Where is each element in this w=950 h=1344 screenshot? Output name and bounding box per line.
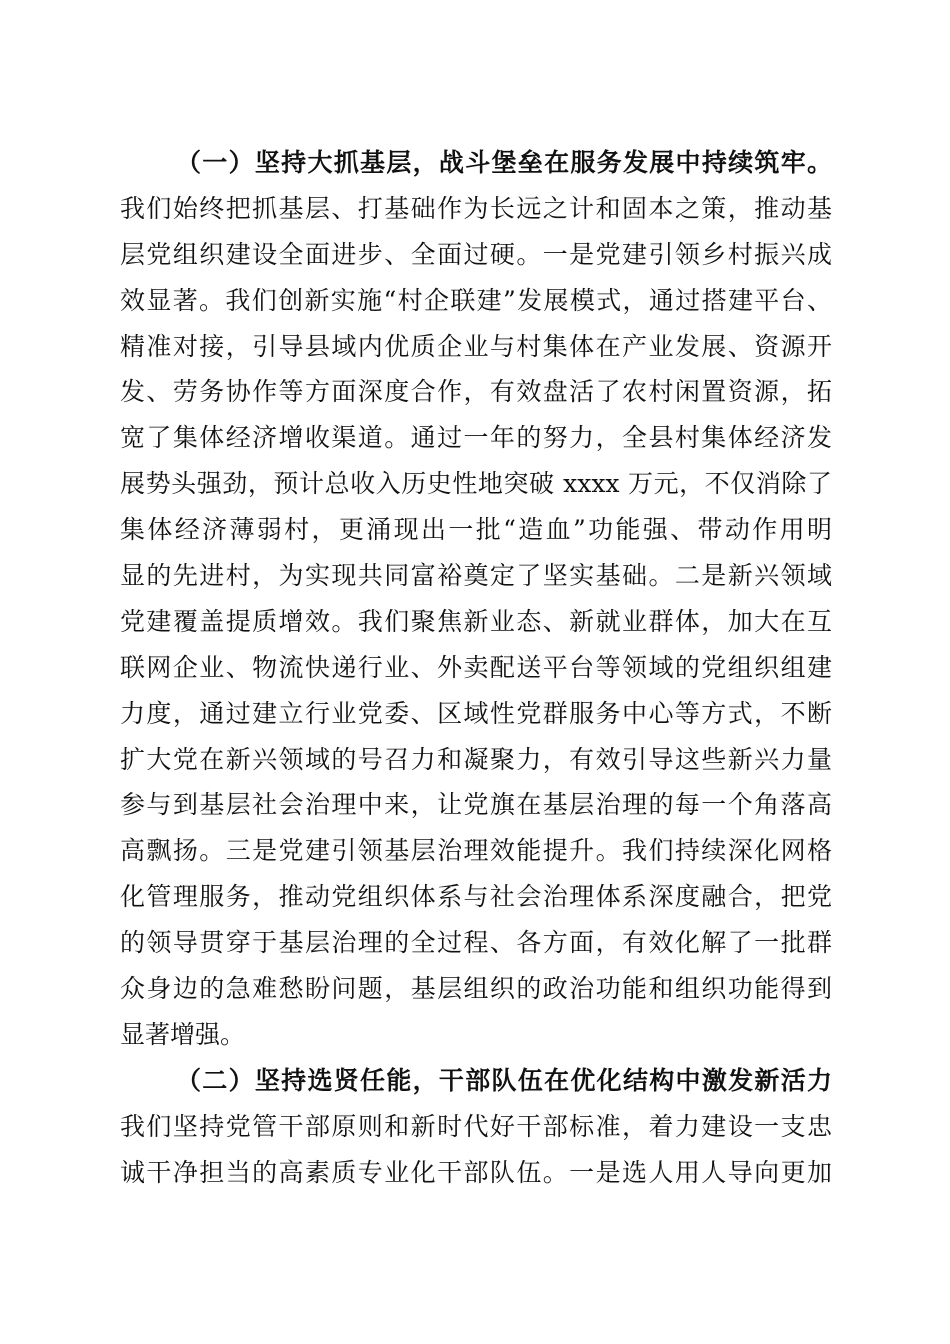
section-1-line: 化管理服务，推动党组织体系与社会治理体系深度融合，把党 <box>120 882 832 912</box>
section-2-line: 我们坚持党管干部原则和新时代好干部标准，着力建设一支忠 <box>120 1111 832 1141</box>
section-1-line: 精准对接，引导县域内优质企业与村集体在产业发展、资源开 <box>120 331 832 361</box>
section-1-line: 众身边的急难愁盼问题，基层组织的政治功能和组织功能得到 <box>120 974 832 1004</box>
section-1-line: 显的先进村，为实现共同富裕奠定了坚实基础。二是新兴领域 <box>120 561 832 591</box>
section-1-line: 集体经济薄弱村，更涌现出一批“造血”功能强、带动作用明 <box>120 515 832 545</box>
section-1-line: 我们始终把抓基层、打基础作为长远之计和固本之策，推动基 <box>120 193 832 223</box>
section-1-line: 显著增强。 <box>120 1019 246 1049</box>
section-1-line: 扩大党在新兴领域的号召力和凝聚力，有效引导这些新兴力量 <box>120 744 832 774</box>
section-1-line: 的领导贯穿于基层治理的全过程、各方面，有效化解了一批群 <box>120 928 832 958</box>
section-1-line: 联网企业、物流快递行业、外卖配送平台等领域的党组织组建 <box>120 652 832 682</box>
section-1-line: 展势头强劲，预计总收入历史性地突破 xxxx 万元，不仅消除了 <box>120 469 832 499</box>
section-1-line: 宽了集体经济增收渠道。通过一年的努力，全县村集体经济发 <box>120 423 832 453</box>
section-1-line: 党建覆盖提质增效。我们聚焦新业态、新就业群体，加大在互 <box>120 606 832 636</box>
section-1-line: 发、劳务协作等方面深度合作，有效盘活了农村闲置资源，拓 <box>120 377 832 407</box>
section-1-line: 高飘扬。三是党建引领基层治理效能提升。我们持续深化网格 <box>120 836 832 866</box>
section-1-heading: （一）坚持大抓基层，战斗堡垒在服务发展中持续筑牢。 <box>176 148 832 177</box>
section-1-line: 参与到基层社会治理中来，让党旗在基层治理的每一个角落高 <box>120 790 832 820</box>
section-1-line: 力度，通过建立行业党委、区域性党群服务中心等方式，不断 <box>120 698 832 728</box>
section-1-line: 效显著。我们创新实施“村企联建”发展模式，通过搭建平台、 <box>120 285 832 315</box>
document-body <box>120 140 832 1195</box>
section-1-line: 层党组织建设全面进步、全面过硬。一是党建引领乡村振兴成 <box>120 239 832 269</box>
section-2-line: 诚干净担当的高素质专业化干部队伍。一是选人用人导向更加 <box>120 1157 832 1187</box>
section-2-heading: （二）坚持选贤任能，干部队伍在优化结构中激发新活力 <box>176 1065 832 1095</box>
